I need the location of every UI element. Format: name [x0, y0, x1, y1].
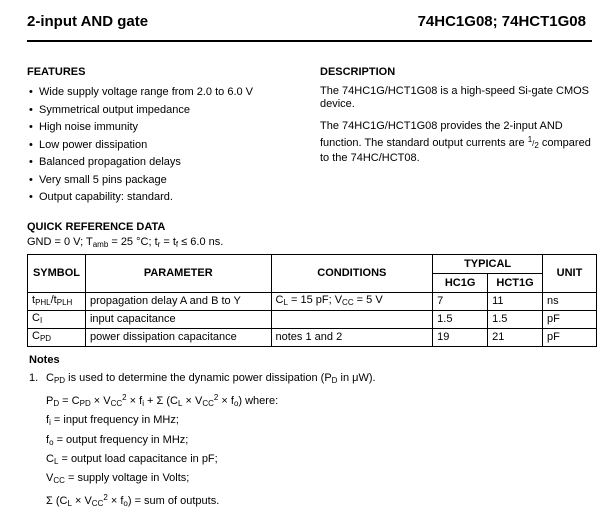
bullet-icon: • — [29, 191, 33, 203]
col-header-symbol: SYMBOL — [28, 255, 86, 293]
bullet-icon: • — [29, 173, 33, 186]
bullet-icon: • — [29, 156, 33, 168]
list-item: • Wide supply voltage range from 2.0 to 6.0 V — [29, 84, 253, 102]
cell-symbol: $C_{PD}$ — [28, 329, 86, 347]
list-item: • Low power dissipation — [29, 137, 253, 155]
qrd-title: QUICK REFERENCE DATA — [27, 221, 166, 233]
cell-hc1g: 7 — [433, 293, 488, 311]
bullet-icon: • — [29, 121, 33, 133]
cell-conditions: $C_L = 15$ pF; $V_{CC} = 5$ V — [271, 293, 433, 311]
list-item: • Symmetrical output impedance — [29, 102, 253, 120]
list-item: • High noise immunity — [29, 119, 253, 137]
cell-hct1g: 21 — [488, 329, 543, 347]
notes-title: Notes — [29, 354, 60, 366]
table-row — [28, 329, 597, 347]
description-title: DESCRIPTION — [320, 66, 396, 78]
description-paragraph-2: The 74HC1G/HCT1G08 provides the 2-input AND function. The standard output currents are $^1/_2$ compared to the 74HC/HCT08. — [320, 120, 591, 164]
col-header-hc1g: HC1G — [433, 274, 488, 293]
cell-hct1g: 1.5 — [488, 311, 543, 329]
list-item: • Output capability: standard. — [29, 189, 253, 207]
cell-unit: pF — [543, 329, 597, 347]
table-row — [28, 293, 597, 311]
note-def-vcc: $V_{CC}$ = supply voltage in Volts; — [46, 472, 190, 486]
cell-parameter: power dissipation capacitance — [85, 329, 271, 347]
col-header-typical: TYPICAL — [433, 255, 543, 274]
description-body — [320, 85, 600, 174]
qrd-conditions: GND = 0 V; $T_{amb} = 25$ °C; $t_r = t_f \le 6.0$ ns. — [27, 236, 224, 249]
cell-conditions — [271, 311, 433, 329]
cell-hc1g: 19 — [433, 329, 488, 347]
note-def-sum: Σ $(C_L \times V_{CC}^2 \times f_o)$ = sum of outputs. — [46, 493, 220, 509]
list-item: • Balanced propagation delays — [29, 154, 253, 172]
cell-hc1g: 1.5 — [433, 311, 488, 329]
col-header-conditions: CONDITIONS — [271, 255, 433, 293]
cell-hct1g: 11 — [488, 293, 543, 311]
cell-conditions: notes 1 and 2 — [271, 329, 433, 347]
bullet-icon: • — [29, 86, 33, 98]
cell-symbol: $C_I$ — [28, 311, 86, 329]
table-header-row — [28, 255, 597, 274]
page-title: 2-input AND gate — [27, 13, 149, 30]
col-header-hct1g: HCT1G — [488, 274, 543, 293]
note-1: 1. $C_{PD}$ is used to determine the dynamic power dissipation ($P_D$ in μW). — [29, 372, 376, 385]
note-def-cl: $C_L$ = output load capacitance in pF; — [46, 452, 218, 466]
note-def-fo: $f_o$ = output frequency in MHz; — [46, 433, 189, 447]
col-header-parameter: PARAMETER — [85, 255, 271, 293]
quick-reference-table — [27, 254, 597, 347]
cell-symbol: $t_{PHL}/t_{PLH}$ — [28, 293, 86, 311]
cell-parameter: propagation delay A and B to Y — [85, 293, 271, 311]
note-equation: $P_D = C_{PD} \times V_{CC}^2 \times f_i + \Sigma$ $(C_L \times V_{CC}^2 \times f_o)$ where: — [46, 393, 279, 409]
features-title: FEATURES — [27, 66, 86, 78]
note-def-fi: $f_i$ = input frequency in MHz; — [46, 414, 179, 428]
table-row — [28, 311, 597, 329]
part-numbers: 74HC1G08; 74HCT1G08 — [417, 13, 586, 30]
description-paragraph-1: The 74HC1G/HCT1G08 is a high-speed Si-gate CMOS device. — [320, 85, 590, 110]
col-header-unit: UNIT — [543, 255, 597, 293]
cell-parameter: input capacitance — [85, 311, 271, 329]
bullet-icon: • — [29, 138, 33, 151]
bullet-icon: • — [29, 103, 33, 116]
list-item: • Very small 5 pins package — [29, 172, 253, 190]
cell-unit: pF — [543, 311, 597, 329]
cell-unit: ns — [543, 293, 597, 311]
header-divider — [27, 40, 592, 42]
features-list — [29, 84, 253, 207]
